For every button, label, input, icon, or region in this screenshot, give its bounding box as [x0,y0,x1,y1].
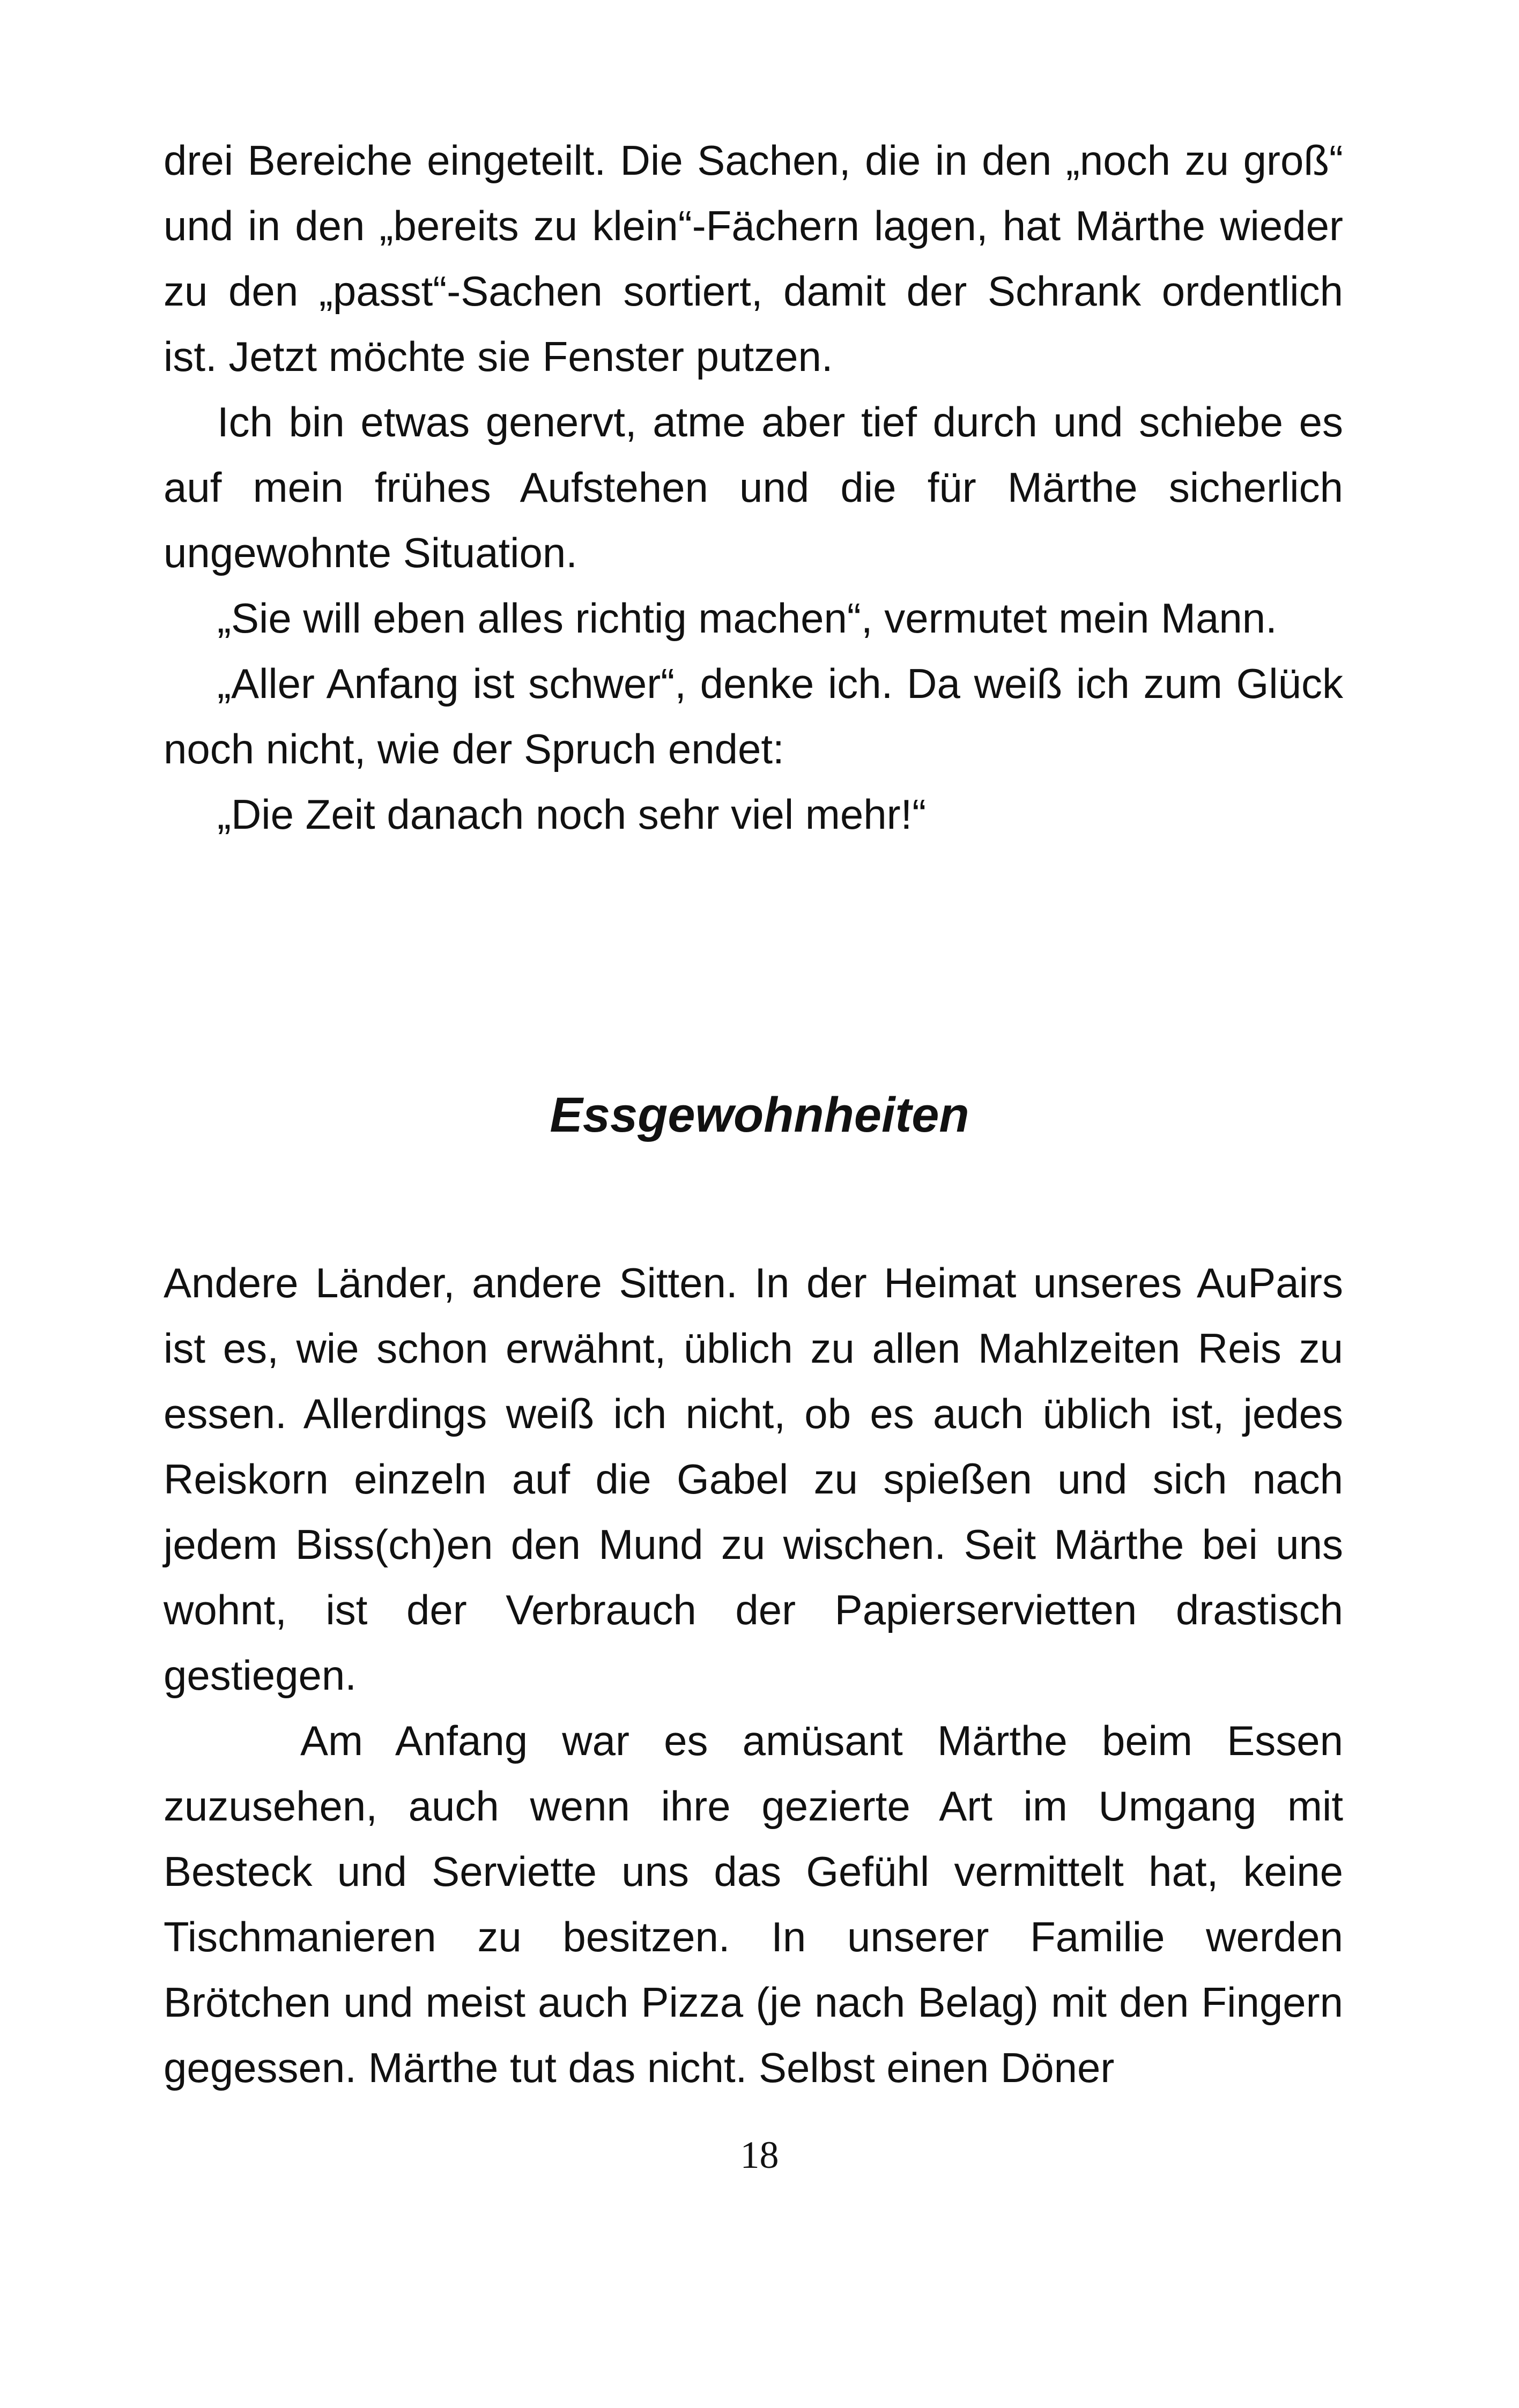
page-number: 18 [740,2134,779,2176]
paragraph-7: Am Anfang war es amüsant Märthe beim Essen zuzusehen, auch wenn ihre gezierte Art im Umgang mit Besteck und Serviette uns das Gefühl vermittelt hat, keine Tischmanieren zu besitzen. In unserer Familie werden Brötchen und meist auch Pizza (je nach Belag) mit den Fingern gegessen. Märthe tut das nicht. Selbst einen Döner [164,1717,1343,2091]
paragraph-5: „Die Zeit danach noch sehr viel mehr!“ [217,791,927,838]
chapter-heading: Essgewohnheiten [550,1088,969,1142]
text-section-1 [164,128,1343,847]
text-section-2 [164,1250,1343,2100]
paragraph-4: „Aller Anfang ist schwer“, denke ich. Da weiß ich zum Glück noch nicht, wie der Spruch endet: [164,660,1343,772]
paragraph-1: drei Bereiche eingeteilt. Die Sachen, die in den „noch zu groß“ und in den „bereits zu klein“-Fächern lagen, hat Märthe wieder zu den „passt“-Sachen sortiert, damit der Schrank ordentlich ist. Jetzt möchte sie Fenster putzen. [164,137,1343,380]
paragraph-3: „Sie will eben alles richtig machen“, vermutet mein Mann. [217,594,1277,642]
paragraph-6: Andere Länder, andere Sitten. In der Heimat unseres AuPairs ist es, wie schon erwähnt, üblich zu allen Mahlzeiten Reis zu essen. Allerdings weiß ich nicht, ob es auch üblich ist, jedes Reiskorn einzeln auf die Gabel zu spießen und sich nach jedem Biss(ch)en den Mund zu wischen. Seit Märthe bei uns wohnt, ist der Verbrauch der Papierservietten drastisch gestiegen. [164,1259,1343,1699]
paragraph-2: Ich bin etwas genervt, atme aber tief durch und schiebe es auf mein frühes Aufstehen und die für Märthe sicherlich ungewohnte Situation. [164,398,1343,576]
